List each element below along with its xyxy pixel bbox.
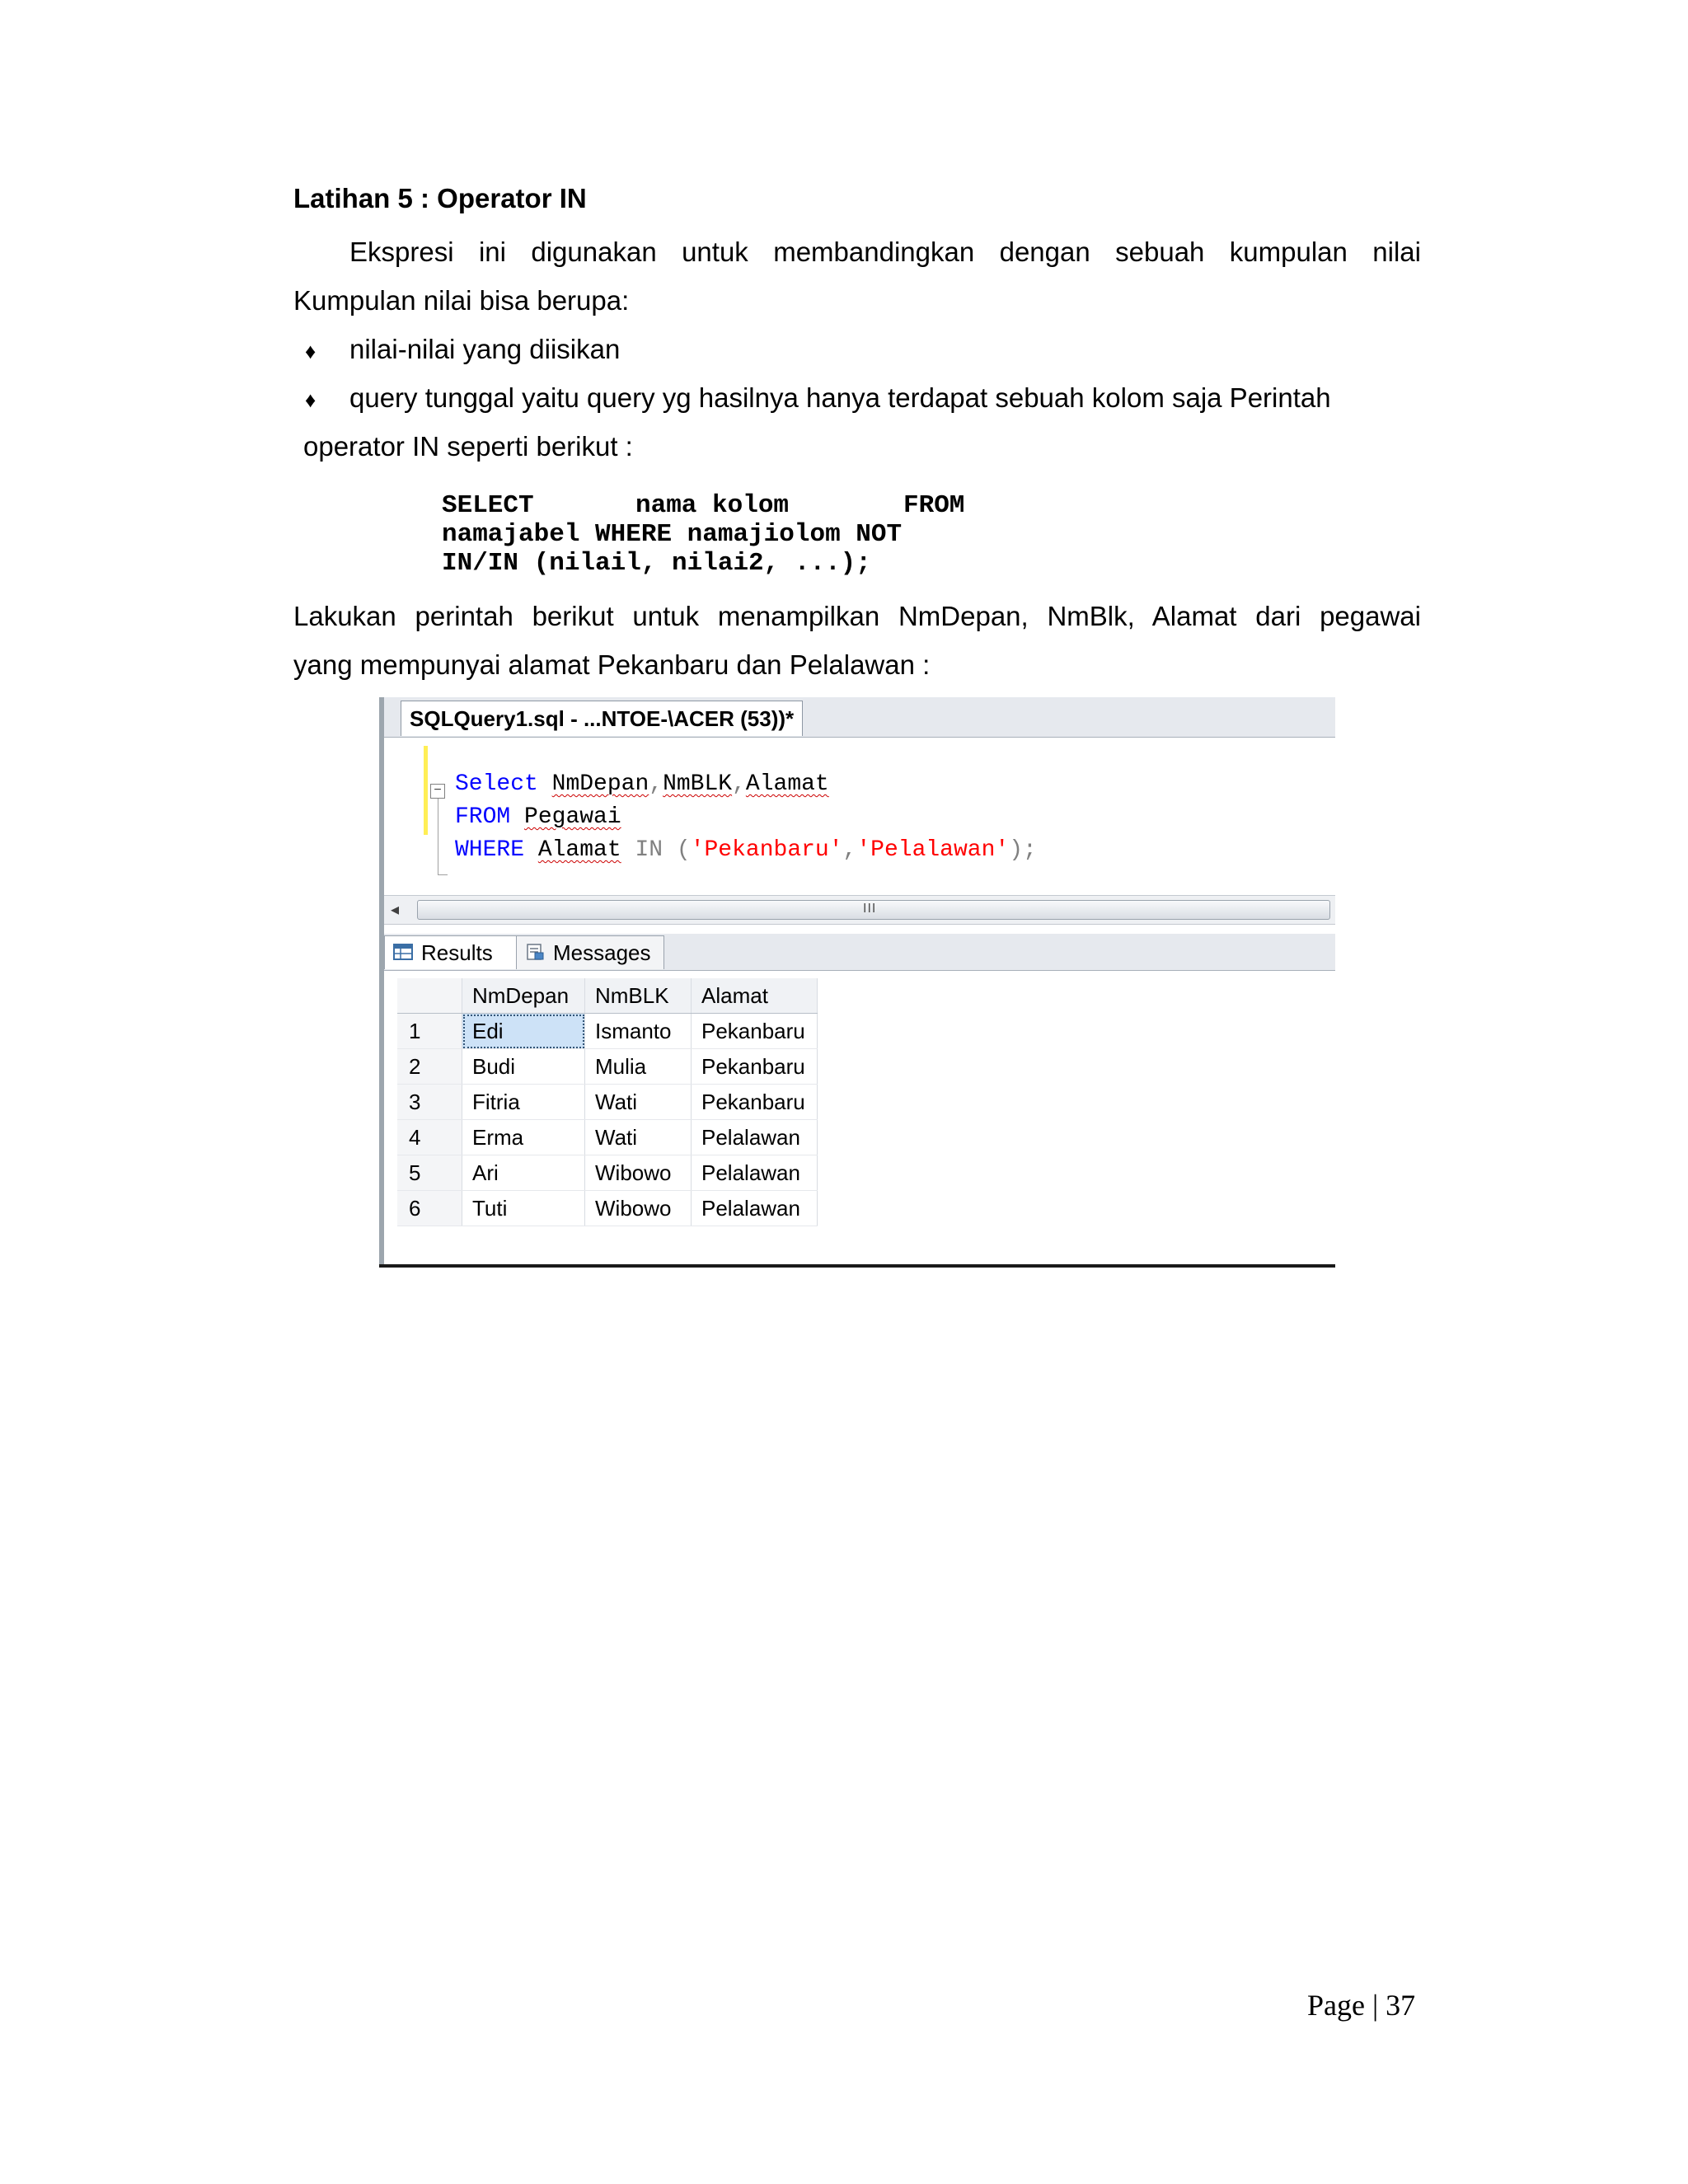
tab-messages[interactable] [516, 935, 664, 969]
grid-cell[interactable]: Pelalawan [692, 1120, 818, 1155]
row-number[interactable]: 6 [397, 1191, 462, 1226]
grid-cell[interactable]: Budi [462, 1049, 585, 1085]
diamond-bullet-icon: ♦ [305, 339, 316, 363]
grid-cell[interactable]: Wibowo [585, 1155, 692, 1191]
syntax-token: FROM [903, 491, 965, 520]
sql-keyword: FROM [455, 804, 511, 830]
diamond-bullet-icon: ♦ [305, 387, 316, 412]
row-number[interactable]: 4 [397, 1120, 462, 1155]
grid-cell[interactable]: Wibowo [585, 1191, 692, 1226]
column-header[interactable]: Alamat [692, 978, 818, 1014]
bullet-continuation: operator IN seperti berikut : [303, 431, 633, 462]
scrollbar-thumb[interactable] [417, 900, 1330, 920]
syntax-token: nama kolom [635, 491, 790, 520]
table-row[interactable] [397, 1049, 818, 1085]
sql-keyword: Select [455, 771, 538, 797]
grid-cell[interactable]: Tuti [462, 1191, 585, 1226]
grid-cell[interactable]: Pekanbaru [692, 1014, 818, 1049]
syntax-block [442, 491, 964, 578]
document-tab-bar [384, 697, 1335, 738]
sql-identifier: NmBLK [663, 771, 733, 797]
horizontal-scrollbar[interactable] [384, 895, 1335, 925]
sql-keyword: WHERE [455, 837, 525, 863]
bullet-item [305, 373, 1331, 424]
syntax-token: WHERE [595, 520, 673, 549]
syntax-token: SELECT [442, 491, 534, 520]
bullet-text: query tunggal yaitu query yg hasilnya hanya terdapat sebuah kolom saja Perintah [349, 382, 1331, 413]
bullet-text: nilai-nilai yang diisikan [349, 334, 621, 364]
sql-paren: ); [1009, 837, 1037, 863]
bullet-item [305, 325, 620, 376]
table-row[interactable] [397, 1155, 818, 1191]
results-tab-bar [384, 934, 1335, 971]
table-row[interactable] [397, 1085, 818, 1120]
table-row[interactable] [397, 1191, 818, 1226]
query-document-tab[interactable]: SQLQuery1.sql - ...NTOE-\ACER (53))* [401, 701, 803, 736]
grid-header-row [397, 978, 818, 1014]
sql-operator: IN [635, 837, 663, 863]
sql-separator: , [649, 771, 663, 797]
grid-cell[interactable]: Mulia [585, 1049, 692, 1085]
grid-cell[interactable]: Fitria [462, 1085, 585, 1120]
sql-identifier: Pegawai [524, 804, 621, 830]
tab-messages-label: Messages [553, 940, 651, 965]
sql-separator: , [732, 771, 746, 797]
grid-cell[interactable]: Wati [585, 1085, 692, 1120]
row-number[interactable]: 1 [397, 1014, 462, 1049]
sql-identifier: Alamat [537, 837, 621, 863]
table-row[interactable] [397, 1120, 818, 1155]
task-paragraph-line2: yang mempunyai alamat Pekanbaru dan Pelalawan : [293, 649, 931, 680]
grid-cell[interactable]: Pelalawan [692, 1155, 818, 1191]
sql-paren: ( [676, 837, 691, 863]
task-paragraph-line1: Lakukan perintah berikut untuk menampilkan NmDepan, NmBlk, Alamat dari pegawai [293, 601, 1421, 631]
grid-cell[interactable]: Ari [462, 1155, 585, 1191]
sql-line-2 [455, 802, 621, 833]
tab-results[interactable] [384, 935, 519, 969]
sql-string: 'Pelalawan' [856, 837, 1010, 863]
sql-identifier: NmDepan [551, 771, 649, 797]
grid-cell[interactable]: Erma [462, 1120, 585, 1155]
screenshot-bottom-border [379, 1264, 1335, 1268]
table-row[interactable] [397, 1014, 818, 1049]
collapse-icon[interactable]: − [430, 784, 445, 799]
change-indicator-bar [424, 746, 428, 835]
grid-cell[interactable]: Wati [585, 1120, 692, 1155]
page-number: Page | 37 [1307, 1989, 1416, 2022]
scroll-left-arrow-icon[interactable]: ◂ [391, 901, 400, 919]
sql-separator: , [842, 837, 857, 863]
sql-string: 'Pekanbaru' [690, 837, 843, 863]
syntax-token: IN/IN (nilail, nilai2, ...); [442, 549, 871, 578]
intro-paragraph-line1: Ekspresi ini digunakan untuk membandingkan dengan sebuah kumpulan nilai [349, 237, 1421, 267]
tab-results-label: Results [421, 940, 493, 965]
row-number-header [397, 978, 462, 1014]
row-number[interactable]: 5 [397, 1155, 462, 1191]
section-heading: Latihan 5 : Operator IN [293, 183, 587, 213]
row-number[interactable]: 2 [397, 1049, 462, 1085]
grid-icon [393, 944, 413, 960]
intro-paragraph-line2: Kumpulan nilai bisa berupa: [293, 285, 630, 316]
grid-cell-selected[interactable]: Edi [462, 1014, 585, 1049]
ssms-screenshot [379, 697, 1335, 1268]
outline-end [438, 874, 448, 875]
syntax-token: namajabel [442, 520, 580, 549]
grid-cell[interactable]: Pekanbaru [692, 1049, 818, 1085]
grid-cell[interactable]: Pekanbaru [692, 1085, 818, 1120]
sql-line-1 [455, 769, 829, 800]
results-grid[interactable] [397, 978, 818, 1226]
column-header[interactable]: NmBLK [585, 978, 692, 1014]
sql-identifier: Alamat [745, 771, 829, 797]
grid-cell[interactable]: Ismanto [585, 1014, 692, 1049]
messages-icon [525, 944, 545, 960]
column-header[interactable]: NmDepan [462, 978, 585, 1014]
grid-cell[interactable]: Pelalawan [692, 1191, 818, 1226]
sql-line-3 [455, 835, 1037, 866]
row-number[interactable]: 3 [397, 1085, 462, 1120]
scrollbar-grip: III [863, 902, 877, 916]
syntax-token: namajiolom NOT [687, 520, 903, 549]
